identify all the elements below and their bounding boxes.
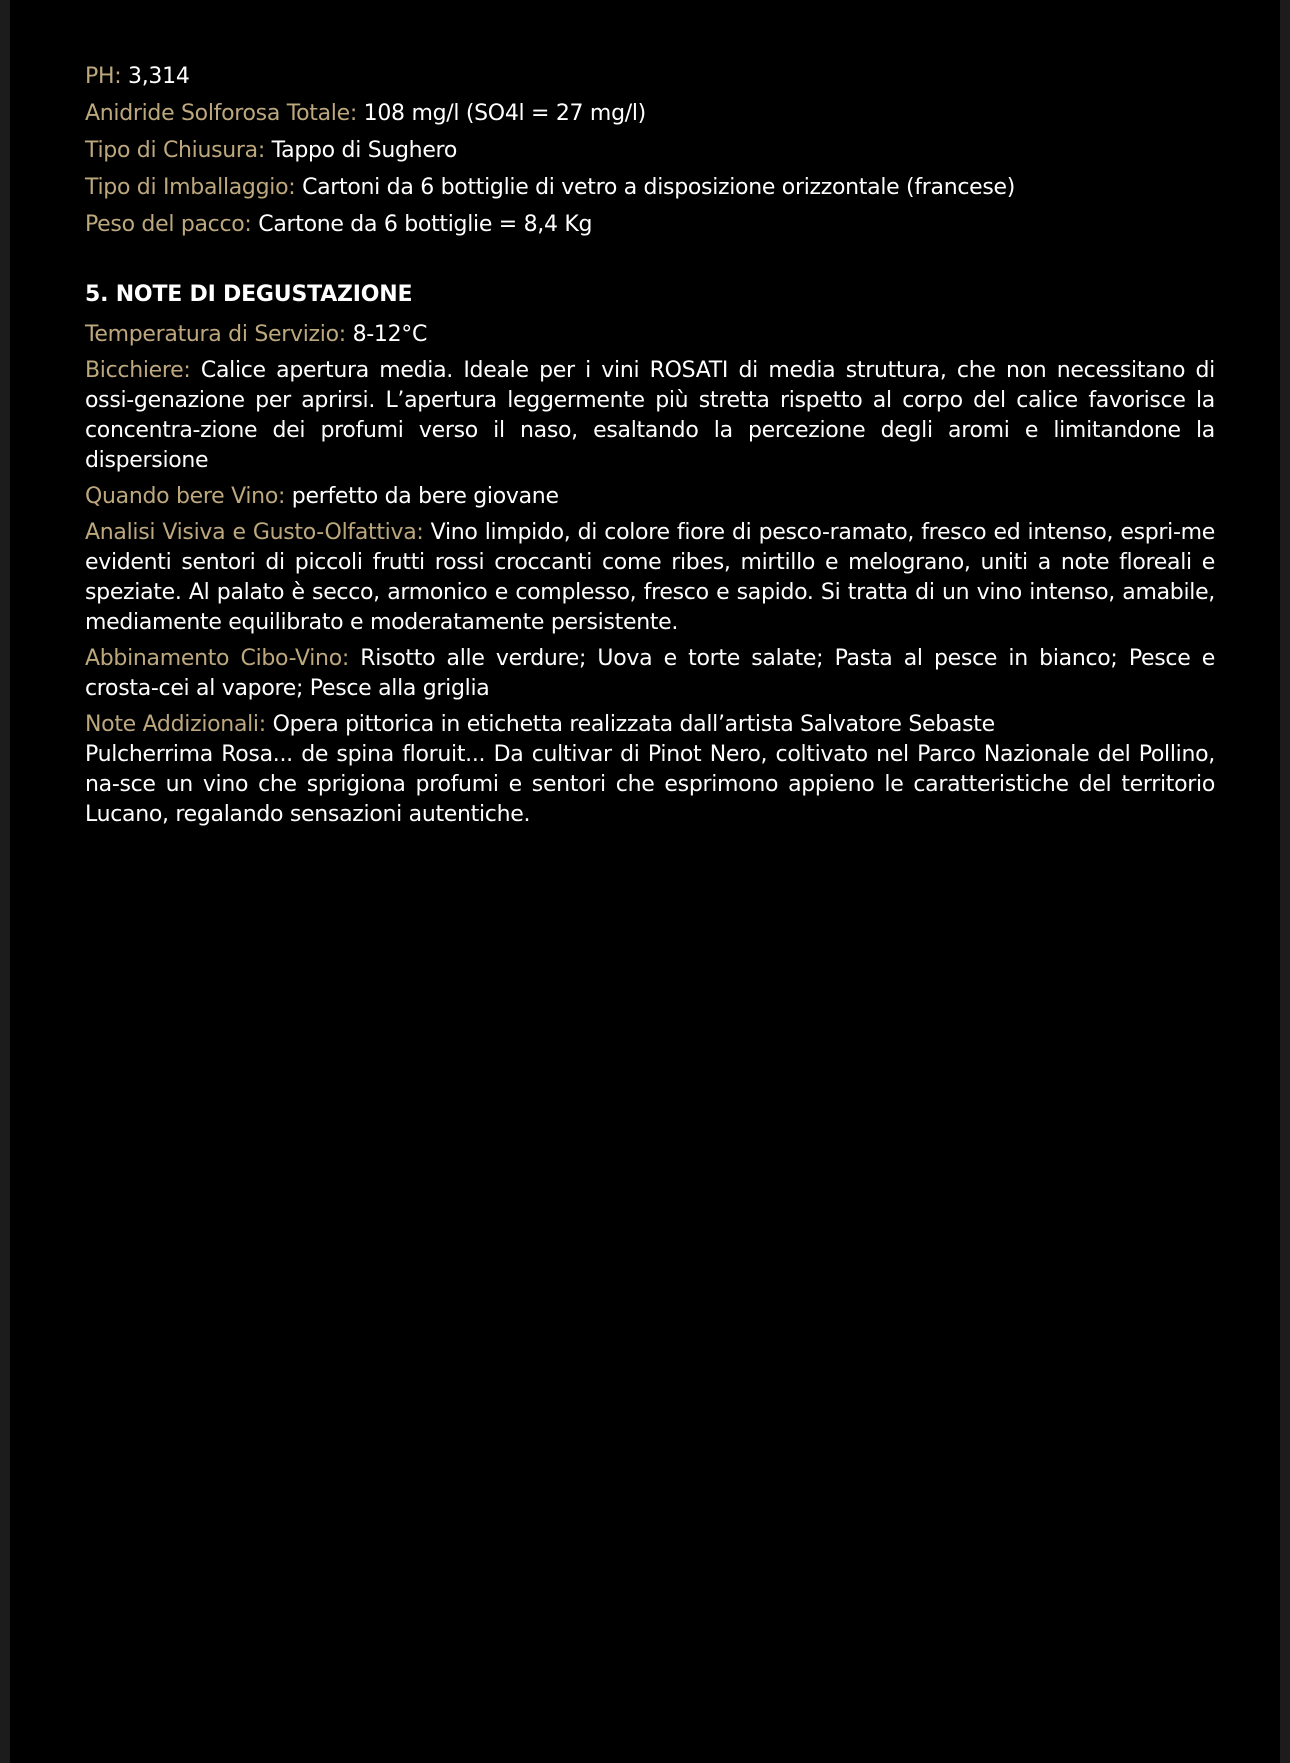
note-label: Note Addizionali: bbox=[85, 712, 266, 737]
note-analisi bbox=[85, 518, 1215, 638]
note-label: Abbinamento Cibo-Vino: bbox=[85, 646, 349, 671]
spec-value: Cartone da 6 bottiglie = 8,4 Kg bbox=[258, 212, 593, 237]
spec-label: Anidride Solforosa Totale: bbox=[85, 101, 357, 126]
spec-tipo-chiusura bbox=[85, 136, 1215, 166]
note-label: Temperatura di Servizio: bbox=[85, 322, 346, 347]
note-value: Risotto alle verdure; Uova e torte salate; Pasta al pesce in bianco; Pesce e crosta-cei al vapore; Pesce alla griglia bbox=[85, 646, 1216, 701]
document-page bbox=[10, 0, 1280, 1763]
note-value: 8-12°C bbox=[352, 322, 428, 347]
note-label: Analisi Visiva e Gusto-Olfattiva: bbox=[85, 520, 424, 545]
spec-value: Tappo di Sughero bbox=[271, 138, 457, 163]
note-temperatura bbox=[85, 320, 1215, 350]
note-label: Quando bere Vino: bbox=[85, 484, 286, 509]
spec-label: Peso del pacco: bbox=[85, 212, 252, 237]
note-value: Calice apertura media. Ideale per i vini ROSATI di media struttura, che non necessitano di ossi-genazione per aprirsi. L’apertura leggermente più stretta rispetto al corpo del calice favorisce la concentra-zione dei profumi verso il naso, esaltando la percezione degli aromi e limitandone la dispersione bbox=[85, 358, 1215, 473]
note-extra: Pulcherrima Rosa... de spina floruit... Da cultivar di Pinot Nero, coltivato nel Parco Nazionale del Pollino, na-sce un vino che sprigiona profumi e sentori che esprimono appieno le caratteristiche del territorio Lucano, regalando sensazioni autentiche. bbox=[85, 742, 1215, 827]
note-quando-bere bbox=[85, 482, 1215, 512]
spec-label: PH: bbox=[85, 64, 122, 89]
note-value: perfetto da bere giovane bbox=[291, 484, 559, 509]
spec-label: Tipo di Imballaggio: bbox=[85, 175, 296, 200]
note-bicchiere bbox=[85, 356, 1215, 476]
spec-value: Cartoni da 6 bottiglie di vetro a disposizione orizzontale (francese) bbox=[302, 175, 1016, 200]
note-value: Vino limpido, di colore fiore di pesco-ramato, fresco ed intenso, espri-me evidenti sentori di piccoli frutti rossi croccanti come ribes, mirtillo e melograno, uniti a note floreali e speziate. Al palato è secco, armonico e complesso, fresco e sapido. Si tratta di un vino intenso, amabile, mediamente equilibrato e moderatamente persistente. bbox=[85, 520, 1215, 635]
note-label: Bicchiere: bbox=[85, 358, 191, 383]
spec-ph bbox=[85, 62, 1215, 92]
spec-tipo-imballaggio bbox=[85, 173, 1215, 203]
spec-label: Tipo di Chiusura: bbox=[85, 138, 265, 163]
note-addizionali bbox=[85, 710, 1215, 830]
note-abbinamento bbox=[85, 644, 1215, 704]
document-content bbox=[85, 62, 1215, 836]
section-title: 5. NOTE DI DEGUSTAZIONE bbox=[85, 282, 413, 307]
spec-value: 3,314 bbox=[128, 64, 190, 89]
spec-value: 108 mg/l (SO4l = 27 mg/l) bbox=[363, 101, 646, 126]
spec-peso-pacco bbox=[85, 210, 1215, 240]
note-value: Opera pittorica in etichetta realizzata dall’artista Salvatore Sebaste bbox=[272, 712, 995, 737]
spec-anidride-solforosa bbox=[85, 99, 1215, 129]
